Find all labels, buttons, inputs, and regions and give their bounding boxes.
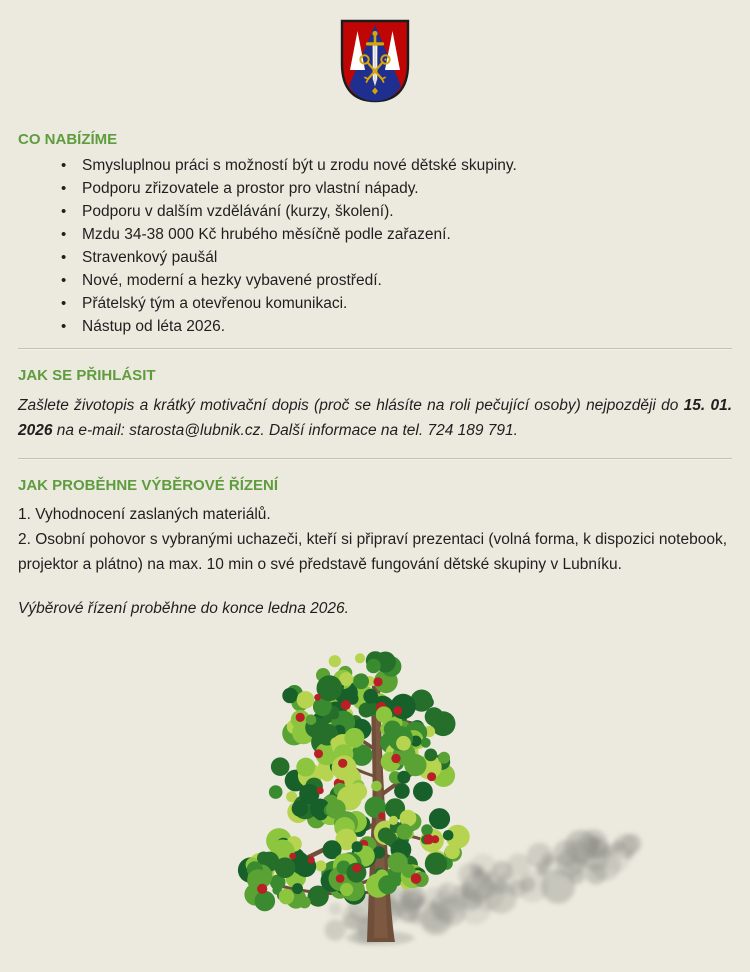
- selection-heading: JAK PROBĚHNE VÝBĚROVÉ ŘÍZENÍ: [18, 477, 279, 494]
- offer-list-item: • Podporu v dalším vzdělávání (kurzy, školení).: [82, 200, 732, 223]
- offer-list-item: • Podporu zřizovatele a prostor pro vlastní nápady.: [82, 177, 732, 200]
- selection-step: 1. Vyhodnocení zaslaných materiálů.: [18, 506, 271, 523]
- offer-list-item: • Mzdu 34-38 000 Kč hrubého měsíčně podle zařazení.: [82, 223, 732, 246]
- crest-sword-grip: [374, 36, 377, 43]
- selection-note: Výběrové řízení proběhne do konce ledna 2026.: [18, 600, 349, 617]
- apply-heading: JAK SE PŘIHLÁSIT: [18, 367, 156, 384]
- apply-paragraph: [18, 393, 732, 443]
- offer-list-item: • Stravenkový paušál: [82, 246, 732, 269]
- selection-steps: [18, 502, 732, 577]
- offer-list-item: • Nové, moderní a hezky vybavené prostředí.: [82, 269, 732, 292]
- section-divider: [18, 458, 732, 460]
- apply-deadline: 15. 01. 2026: [18, 397, 732, 439]
- offer-list-item: • Nástup od léta 2026.: [82, 315, 732, 338]
- section-divider: [18, 348, 732, 350]
- tree-illustration-svg: [228, 626, 748, 972]
- tree-illustration: [228, 626, 748, 972]
- offer-list-item: • Přátelský tým a otevřenou komunikaci.: [82, 292, 732, 315]
- offer-list: [18, 154, 732, 338]
- offer-heading: CO NABÍZÍME: [18, 131, 118, 148]
- selection-step: 2. Osobní pohovor s vybranými uchazeči, kteří si připraví prezentaci (volná forma, k dispozici notebook, projektor a plátno) na max. 10 min o své představě fungování dětské skupiny v Lubníku.: [18, 531, 728, 573]
- apply-text-before: Zašlete životopis a krátký motivační dopis (proč se hlásíte na roli pečující osoby) nejpozději do: [18, 397, 684, 414]
- tree-foliage: [238, 651, 470, 911]
- crest-sword-crossguard: [366, 42, 384, 45]
- offer-list-item: • Smysluplnou práci s možností být u zrodu nové dětské skupiny.: [82, 154, 732, 177]
- apply-text-after: na e-mail: starosta@lubnik.cz. Další informace na tel. 724 189 791.: [52, 422, 518, 439]
- crest-sword-pommel: [372, 31, 377, 36]
- lubnik-coat-of-arms-icon: [338, 18, 412, 104]
